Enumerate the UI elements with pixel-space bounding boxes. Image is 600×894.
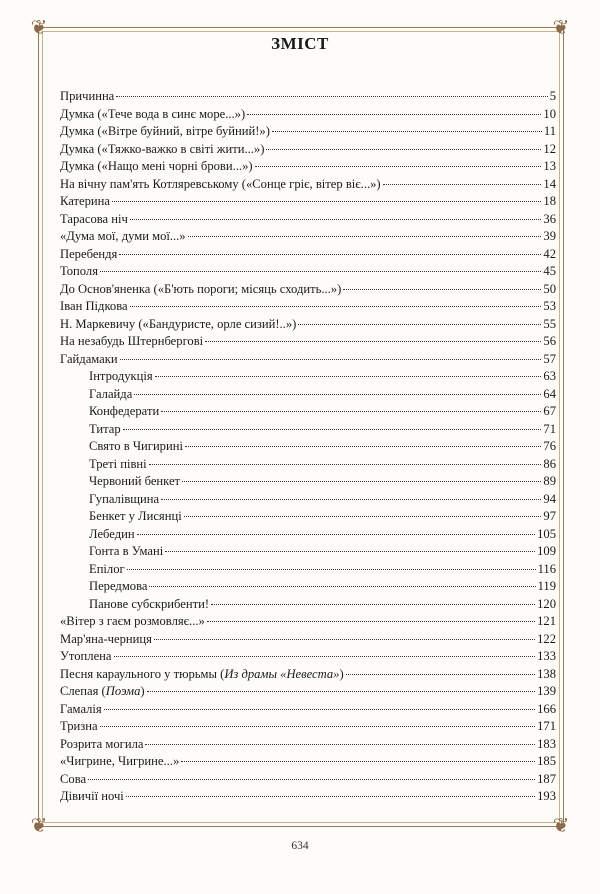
toc-entry[interactable] bbox=[60, 421, 556, 439]
toc-entry[interactable] bbox=[60, 526, 556, 544]
toc-entry-page: 12 bbox=[543, 141, 556, 156]
dot-leader bbox=[161, 411, 541, 412]
toc-entry-page: 121 bbox=[537, 614, 556, 628]
toc-entry-page: 105 bbox=[537, 526, 556, 541]
toc-entry-title: На незабудь Штернбергові bbox=[60, 334, 204, 348]
toc-entry-page: 116 bbox=[537, 561, 556, 576]
toc-entry[interactable] bbox=[60, 246, 556, 264]
toc-entry-title: Іван Підкова bbox=[60, 299, 128, 313]
toc-entry-title: Перебендя bbox=[60, 246, 118, 261]
toc-entry[interactable] bbox=[60, 228, 556, 246]
toc-entry[interactable] bbox=[60, 491, 556, 509]
toc-entry-page: 183 bbox=[537, 736, 556, 751]
toc-entry[interactable] bbox=[60, 333, 556, 351]
dot-leader bbox=[182, 481, 541, 482]
toc-entry[interactable] bbox=[60, 736, 556, 754]
toc-entry-title: Конфедерати bbox=[89, 404, 160, 418]
toc-entry-title: Слепая (Поэма) bbox=[60, 684, 145, 698]
toc-entry[interactable] bbox=[60, 613, 556, 631]
corner-ornament-icon: ❦ bbox=[552, 17, 570, 39]
toc-entry-title: Інтродукція bbox=[89, 369, 153, 383]
toc-entry[interactable] bbox=[60, 176, 556, 194]
toc-entry-page: 120 bbox=[537, 596, 556, 611]
dot-leader bbox=[247, 114, 541, 115]
toc-entry-page: 86 bbox=[543, 456, 556, 471]
toc-entry-title: Утоплена bbox=[60, 649, 112, 663]
toc-entry-page: 89 bbox=[543, 474, 556, 488]
toc-entry-page: 71 bbox=[543, 421, 556, 436]
dot-leader bbox=[154, 639, 535, 640]
dot-leader bbox=[88, 779, 535, 780]
toc-entry-page: 18 bbox=[543, 194, 556, 208]
toc-entry-title: Розрита могила bbox=[60, 736, 144, 751]
dot-leader bbox=[266, 149, 541, 150]
dot-leader bbox=[207, 621, 535, 622]
toc-entry-page: 56 bbox=[543, 334, 556, 348]
toc-entry-title: Песня караульного у тюрьмы (Из драмы «Невеста») bbox=[60, 666, 344, 681]
toc-entry-page: 11 bbox=[543, 124, 556, 138]
toc-entry-title: Н. Маркевичу («Бандуристе, орле сизий!..») bbox=[60, 316, 297, 331]
toc-entry-title: Думка («Вітре буйний, вітре буйний!») bbox=[60, 124, 270, 138]
toc-entry[interactable] bbox=[60, 141, 556, 159]
toc-entry-page: 171 bbox=[537, 719, 556, 733]
page-number: 634 bbox=[291, 840, 309, 852]
toc-entry[interactable] bbox=[60, 771, 556, 789]
toc-entry-page: 76 bbox=[543, 439, 556, 453]
toc-entry[interactable] bbox=[60, 193, 556, 211]
dot-leader bbox=[298, 324, 541, 325]
toc-entry[interactable] bbox=[60, 386, 556, 404]
toc-entry-title: «Вітер з гаєм розмовляє...» bbox=[60, 614, 205, 628]
dot-leader bbox=[346, 674, 535, 675]
toc-entry-page: 185 bbox=[537, 754, 556, 768]
toc-entry-title: До Основ'яненка («Б'ють пороги; місяць сходить...») bbox=[60, 281, 342, 296]
toc-entry-page: 67 bbox=[543, 404, 556, 418]
toc-entry-title: Бенкет у Лисянці bbox=[89, 509, 182, 523]
dot-leader bbox=[123, 429, 542, 430]
toc-entry[interactable] bbox=[60, 316, 556, 334]
toc-entry-title: Думка («Тяжко-важко в світі жити...») bbox=[60, 141, 265, 156]
page-title: ЗМІСТ bbox=[271, 34, 329, 53]
dot-leader bbox=[137, 534, 536, 535]
toc-entry[interactable] bbox=[60, 788, 556, 806]
toc-entry-title: Дівичії ночі bbox=[60, 789, 124, 803]
dot-leader bbox=[149, 464, 542, 465]
toc-entry-title: Гамалія bbox=[60, 701, 102, 716]
toc-entry[interactable] bbox=[60, 403, 556, 421]
toc-entry-title: Червоний бенкет bbox=[89, 474, 181, 488]
toc-entry[interactable] bbox=[60, 473, 556, 491]
toc-entry[interactable] bbox=[60, 561, 556, 579]
toc-entry-title: Гупалівщина bbox=[89, 491, 160, 506]
toc-entry[interactable] bbox=[60, 438, 556, 456]
dot-leader bbox=[155, 376, 542, 377]
dot-leader bbox=[272, 131, 542, 132]
toc-entry-title: Причинна bbox=[60, 89, 115, 103]
toc-entry-title: Думка («Нащо мені чорні брови...») bbox=[60, 159, 253, 173]
dot-leader bbox=[112, 201, 541, 202]
toc-entry-page: 13 bbox=[543, 159, 556, 173]
toc-entry-page: 36 bbox=[543, 211, 556, 226]
toc-entry[interactable] bbox=[60, 648, 556, 666]
dot-leader bbox=[147, 691, 536, 692]
toc-entry-title: На вічну пам'ять Котляревському («Сонце гріє, вітер віє...») bbox=[60, 176, 381, 191]
dot-leader bbox=[165, 551, 535, 552]
toc-entry-page: 39 bbox=[543, 229, 556, 243]
dot-leader bbox=[119, 254, 541, 255]
toc-entry-title: Тризна bbox=[60, 719, 98, 733]
toc-entry[interactable] bbox=[60, 508, 556, 526]
toc-entry[interactable] bbox=[60, 631, 556, 649]
toc-entry-title: Галайда bbox=[89, 386, 133, 401]
toc-entry-title: Сова bbox=[60, 771, 87, 786]
toc-entry-page: 64 bbox=[543, 386, 556, 401]
toc-entry-page: 119 bbox=[537, 579, 556, 593]
toc-entry-page: 42 bbox=[543, 246, 556, 261]
toc-entry-title: Тополя bbox=[60, 264, 98, 278]
dot-leader bbox=[343, 289, 541, 290]
dot-leader bbox=[116, 96, 547, 97]
toc-entry-title: Мар'яна-черниця bbox=[60, 631, 152, 646]
toc-entry[interactable] bbox=[60, 368, 556, 386]
toc-entry[interactable] bbox=[60, 596, 556, 614]
dot-leader bbox=[134, 394, 541, 395]
toc-entry[interactable] bbox=[60, 281, 556, 299]
toc-entry-page: 187 bbox=[537, 771, 556, 786]
dot-leader bbox=[181, 761, 535, 762]
toc-entry-page: 109 bbox=[537, 544, 556, 558]
toc-entry-page: 166 bbox=[537, 701, 556, 716]
corner-ornament-icon: ❦ bbox=[30, 815, 48, 837]
dot-leader bbox=[126, 796, 535, 797]
dot-leader bbox=[205, 341, 541, 342]
corner-ornament-icon: ❦ bbox=[552, 815, 570, 837]
toc-entry-title: «Дума мої, думи мої...» bbox=[60, 229, 186, 243]
toc-entry-page: 53 bbox=[543, 299, 556, 313]
toc-entry[interactable] bbox=[60, 578, 556, 596]
toc-entry-page: 57 bbox=[543, 351, 556, 366]
toc-entry-page: 10 bbox=[543, 106, 556, 121]
toc-entry[interactable] bbox=[60, 88, 556, 106]
dot-leader bbox=[130, 306, 542, 307]
toc-entry-title: Панове субскрибенти! bbox=[89, 596, 210, 611]
dot-leader bbox=[100, 726, 536, 727]
toc-entry-title: Катерина bbox=[60, 194, 110, 208]
dot-leader bbox=[114, 656, 536, 657]
toc-entry[interactable] bbox=[60, 683, 556, 701]
toc-entry-page: 14 bbox=[543, 176, 556, 191]
toc-entry-title: Епілог bbox=[89, 561, 125, 576]
toc-entry[interactable] bbox=[60, 106, 556, 124]
toc-entry-title: Тарасова ніч bbox=[60, 211, 128, 226]
toc-entry-page: 45 bbox=[543, 264, 556, 278]
toc-entry[interactable] bbox=[60, 718, 556, 736]
toc-entry-page: 50 bbox=[543, 281, 556, 296]
dot-leader bbox=[188, 236, 542, 237]
toc-entry[interactable] bbox=[60, 298, 556, 316]
toc-entry-page: 5 bbox=[549, 89, 556, 103]
toc-entry-page: 138 bbox=[537, 666, 556, 681]
toc-entry-page: 55 bbox=[543, 316, 556, 331]
corner-ornament-icon: ❦ bbox=[30, 17, 48, 39]
toc-entry[interactable] bbox=[60, 753, 556, 771]
toc-entry-title: Свято в Чигирині bbox=[89, 439, 183, 453]
dot-leader bbox=[255, 166, 542, 167]
toc-entry[interactable] bbox=[60, 351, 556, 369]
dot-leader bbox=[145, 744, 535, 745]
toc-entry-page: 94 bbox=[543, 491, 556, 506]
dot-leader bbox=[104, 709, 535, 710]
toc-entry[interactable] bbox=[60, 263, 556, 281]
dot-leader bbox=[211, 604, 535, 605]
dot-leader bbox=[184, 516, 542, 517]
dot-leader bbox=[130, 219, 542, 220]
toc-entry[interactable] bbox=[60, 123, 556, 141]
toc-entry-page: 122 bbox=[537, 631, 556, 646]
toc-entry[interactable] bbox=[60, 456, 556, 474]
dot-leader bbox=[185, 446, 541, 447]
toc-entry[interactable] bbox=[60, 666, 556, 684]
toc-entry-title: Думка («Тече вода в синє море...») bbox=[60, 106, 246, 121]
toc-entry-title: Передмова bbox=[89, 579, 148, 593]
table-of-contents bbox=[60, 88, 556, 806]
toc-entry-page: 63 bbox=[543, 369, 556, 383]
dot-leader bbox=[383, 184, 542, 185]
toc-entry-title: «Чигрине, Чигрине...» bbox=[60, 754, 180, 768]
dot-leader bbox=[161, 499, 541, 500]
toc-entry-title: Гонта в Умані bbox=[89, 544, 164, 558]
toc-entry-title: Треті півні bbox=[89, 456, 147, 471]
toc-entry[interactable] bbox=[60, 701, 556, 719]
dot-leader bbox=[149, 586, 535, 587]
toc-entry-title: Гайдамаки bbox=[60, 351, 118, 366]
dot-leader bbox=[120, 359, 542, 360]
toc-entry[interactable] bbox=[60, 543, 556, 561]
toc-entry-title: Лебедин bbox=[89, 526, 135, 541]
toc-entry[interactable] bbox=[60, 158, 556, 176]
toc-entry-page: 193 bbox=[537, 789, 556, 803]
dot-leader bbox=[100, 271, 541, 272]
toc-entry-page: 139 bbox=[537, 684, 556, 698]
toc-entry-title: Титар bbox=[89, 421, 121, 436]
toc-entry-page: 97 bbox=[543, 509, 556, 523]
toc-entry-page: 133 bbox=[537, 649, 556, 663]
toc-entry[interactable] bbox=[60, 211, 556, 229]
dot-leader bbox=[127, 569, 536, 570]
